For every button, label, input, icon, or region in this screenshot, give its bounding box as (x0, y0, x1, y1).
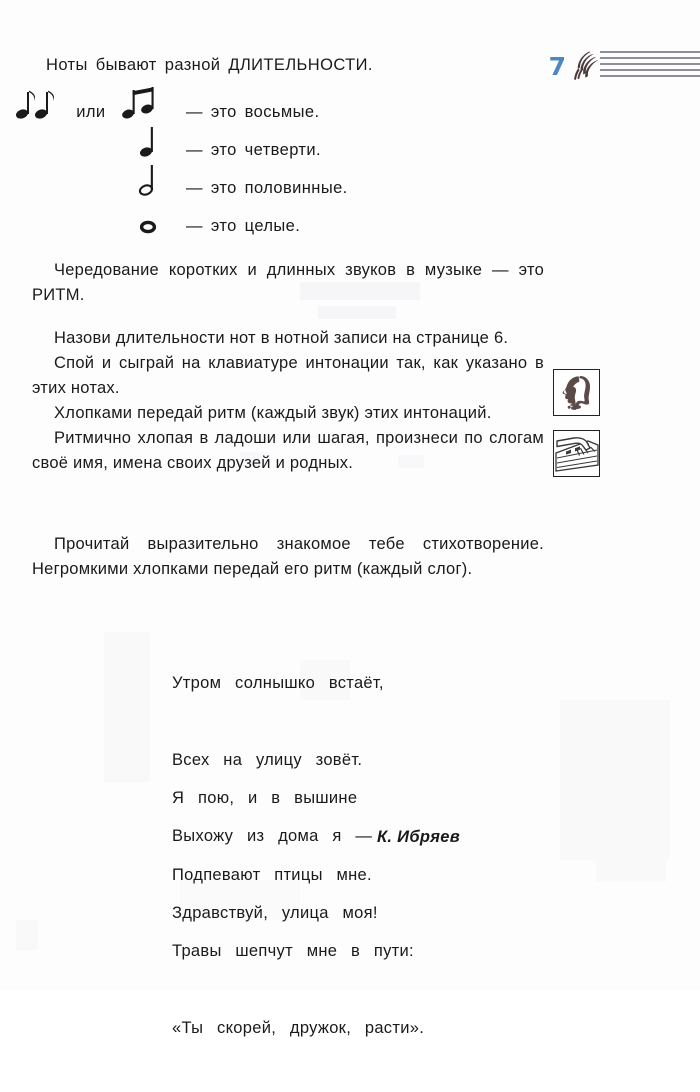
two-eighth-notes-icon (14, 87, 62, 126)
task-paragraph: Назови длительности нот в нотной записи на странице 6. (54, 329, 509, 347)
poem-line: Всех на улицу зовёт. (172, 750, 363, 769)
poem-stanza-2 (172, 735, 424, 1092)
paper-bleedthrough (16, 920, 38, 950)
page-header (549, 46, 700, 86)
note-legend-text-eighth: — это восьмые. (186, 103, 320, 121)
poem-author: К. Ибряев (376, 828, 460, 846)
poem-line: Здравствуй, улица моя! (172, 903, 378, 922)
note-legend-text-quarter: — это четверти. (186, 141, 321, 159)
note-duration-legend (0, 92, 560, 244)
rhythm-definition-block (32, 258, 544, 308)
task-paragraph: Хлопками передай ритм (каждый звук) этих интонаций. (54, 404, 492, 422)
task-list-block (32, 326, 544, 476)
poem-line: Подпевают птицы мне. (172, 865, 372, 884)
poem-line: Выхожу из дома я — (172, 827, 373, 845)
note-legend-text-whole: — это целые. (186, 217, 301, 235)
eighth-notes-glyph-group (0, 85, 160, 126)
music-staff-lines (600, 49, 700, 84)
task-paragraph: Спой и сыграй на клавиатуре интонации так, как указано в этих нотах. (32, 354, 544, 397)
singing-girl-icon (553, 369, 600, 416)
poem-line: Травы шепчут мне в пути: (172, 942, 414, 960)
rhythm-paragraph: Чередование коротких и длинных звуков в музыке — это РИТМ. (32, 261, 544, 304)
read-aloud-block (32, 532, 544, 582)
hand-on-piano-keyboard-icon (553, 430, 600, 477)
quarter-note-icon (138, 123, 160, 164)
paper-bleedthrough (104, 632, 150, 782)
half-note-glyph-group (0, 161, 160, 202)
page-intro-line: Ноты бывают разной ДЛИТЕЛЬНОСТИ. (46, 56, 373, 74)
note-legend-row-half (0, 168, 560, 206)
quill-feather-icon (572, 49, 600, 83)
paper-bleedthrough (560, 700, 670, 860)
read-aloud-paragraph: Прочитай выразительно знакомое тебе стихотворение. Негромкими хлопками передай его ритм (каждый слог). (32, 535, 544, 578)
note-legend-text-half: — это половинные. (186, 179, 348, 197)
beamed-eighth-notes-icon (120, 85, 160, 126)
poem-line: «Ты скорей, дружок, расти». (172, 1018, 425, 1037)
poem-line: Я пою, и в вышине (172, 789, 358, 807)
whole-note-icon (138, 215, 160, 240)
poem-line: Утром солнышко встаёт, (172, 674, 384, 692)
whole-note-glyph-group (0, 215, 160, 240)
page-number: 7 (548, 51, 566, 81)
half-note-icon (138, 161, 160, 202)
note-legend-connector: или (76, 103, 106, 121)
quarter-note-glyph-group (0, 123, 160, 164)
note-legend-row-whole (0, 206, 560, 244)
task-paragraph: Ритмично хлопая в ладоши или шагая, произнеси по слогам своё имя, имена своих друзей и родных. (32, 429, 544, 472)
paper-bleedthrough (596, 860, 666, 882)
